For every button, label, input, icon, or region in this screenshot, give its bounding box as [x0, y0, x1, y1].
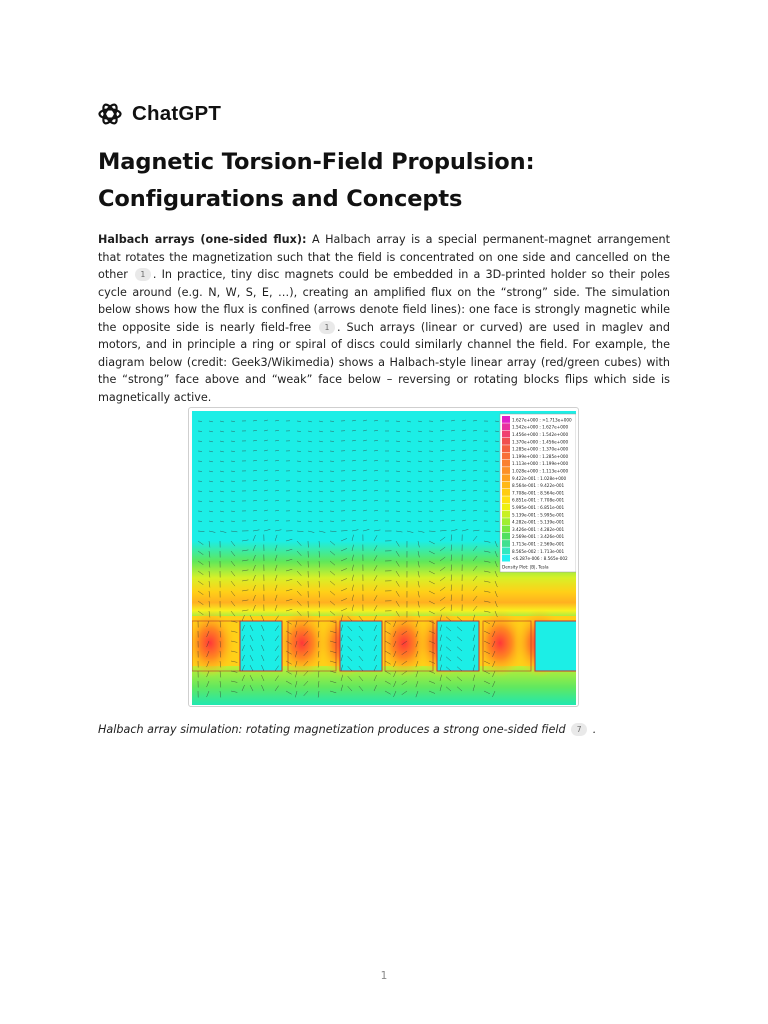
citation-badge[interactable]: 1 [135, 268, 151, 281]
caption-text: Halbach array simulation: rotating magnetization produces a strong one-sided field [98, 723, 566, 736]
legend-swatch [502, 431, 510, 438]
legend-label: 5.995e-001 : 6.851e-001 [512, 505, 565, 510]
legend-label: 8.565e-002 : 1.713e-001 [512, 548, 565, 554]
legend-label: 1.713e-001 : 2.569e-001 [512, 541, 565, 547]
legend-label: 7.708e-001 : 8.564e-001 [512, 490, 565, 496]
page-title: Magnetic Torsion-Field Propulsion: Configurations and Concepts [98, 149, 535, 212]
legend-label: 3.426e-001 : 4.282e-001 [512, 526, 565, 532]
legend-swatch [502, 511, 510, 518]
legend-swatch [502, 504, 510, 511]
legend-label: 2.569e-001 : 3.426e-001 [512, 534, 565, 540]
figure-caption [98, 721, 670, 738]
brand-logo [97, 101, 221, 127]
legend-swatch [502, 555, 510, 562]
legend-label: 1.028e+000 : 1.113e+000 [512, 468, 569, 474]
legend-swatch [502, 518, 510, 525]
legend-label: 1.456e+000 : 1.542e+000 [512, 432, 569, 437]
citation-badge[interactable]: 1 [319, 321, 335, 334]
legend-swatch [502, 423, 510, 430]
legend-swatch [502, 526, 510, 533]
legend-caption: Density Plot: |B|, Tesla [502, 564, 549, 570]
body-paragraph [98, 231, 670, 406]
legend-swatch [502, 540, 510, 547]
legend-swatch [502, 533, 510, 540]
legend-swatch [502, 467, 510, 474]
legend-label: 1.542e+000 : 1.627e+000 [512, 424, 569, 430]
magnet-block [240, 621, 282, 671]
citation-badge[interactable]: 7 [571, 723, 587, 736]
page-number: 1 [380, 970, 388, 982]
legend-label: 1.627e+000 : >1.713e+000 [512, 417, 572, 423]
legend-label: 9.422e-001 : 1.028e+000 [512, 475, 567, 481]
legend-swatch [502, 438, 510, 445]
field-simulation-image [192, 411, 576, 705]
halbach-simulation-figure [188, 407, 579, 707]
paragraph-lead: Halbach arrays (one-sided flux): [98, 233, 307, 246]
legend-label: 4.282e-001 : 5.139e-001 [512, 519, 565, 525]
legend-label: <6.287e-006 : 8.565e-002 [512, 556, 568, 562]
paragraph-text-1: A Halbach array is a special permanent-magnet arrangement that rotates the magnetization such that the field is concentrated on one side and cancelled on the other [98, 233, 670, 281]
openai-knot-icon [97, 101, 123, 127]
legend-label: 1.285e+000 : 1.370e+000 [512, 446, 569, 452]
legend-swatch [502, 474, 510, 481]
legend-swatch [502, 460, 510, 467]
legend-label: 5.139e-001 : 5.995e-001 [512, 512, 565, 518]
legend-label: 1.113e+000 : 1.199e+000 [512, 461, 569, 467]
brand-name: ChatGPT [132, 102, 222, 125]
legend-label: 1.370e+000 : 1.456e+000 [512, 439, 569, 445]
legend-swatch [502, 547, 510, 554]
paragraph-text-3: . Such arrays (linear or curved) are used in maglev and motors, and in principle a ring or spiral of discs could similarly channel the field. For example, the diagram below (credit: Geek3/Wikimedia) shows a Halbach-style linear array (red/green cubes) with the “strong” face above and “weak” face below – reversing or rotating blocks flips which side is magnetically active. [98, 320, 670, 404]
legend-label: 1.199e+000 : 1.285e+000 [512, 453, 569, 459]
paragraph-text-2: . In practice, tiny disc magnets could be embedded in a 3D-printed holder so their poles cycle around (e.g. N, W, S, E, …), creating an amplified flux on the “strong” side. The simulation below shows how the flux is confined (arrows denote field lines): one face is strongly magnetic while the opposite side is nearly field-free [98, 268, 671, 334]
legend-swatch [502, 416, 510, 423]
legend-label: 6.851e-001 : 7.708e-001 [512, 497, 565, 503]
magnet-block [437, 621, 479, 671]
magnet-block [535, 621, 576, 671]
legend-swatch [502, 489, 510, 496]
legend-swatch [502, 453, 510, 460]
legend-label: 8.564e-001 : 9.422e-001 [512, 483, 565, 489]
caption-end: . [592, 723, 597, 736]
legend-swatch [502, 445, 510, 452]
legend-swatch [502, 482, 510, 489]
legend-swatch [502, 496, 510, 503]
